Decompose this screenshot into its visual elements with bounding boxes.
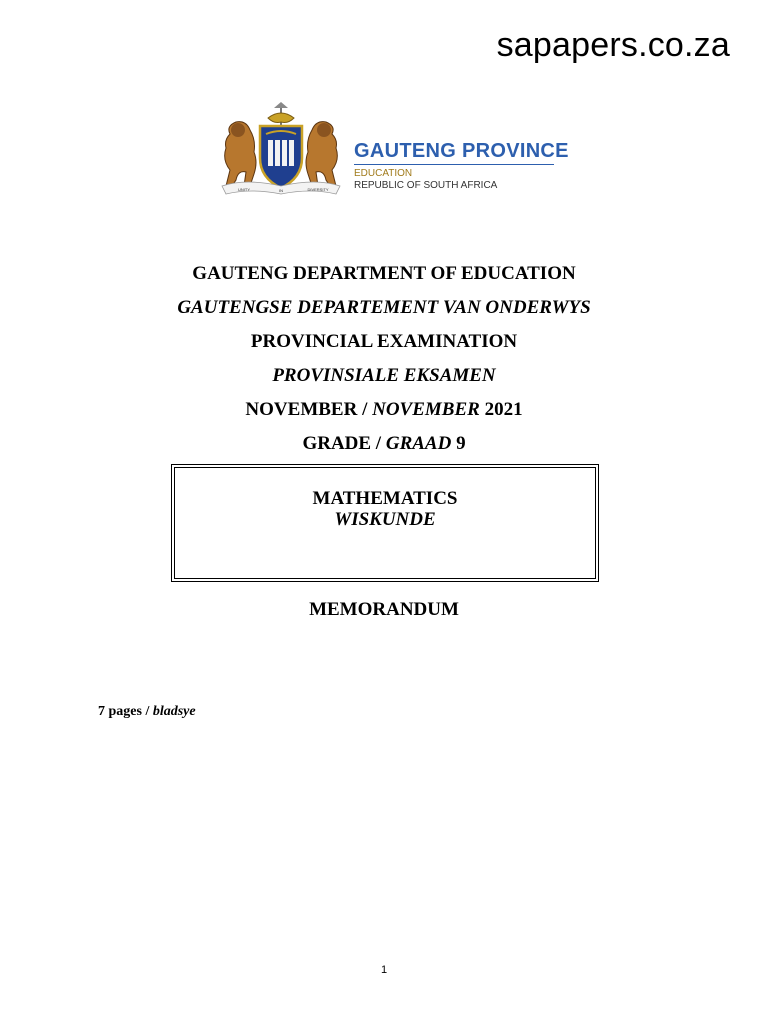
subject-afrikaans: WISKUNDE xyxy=(334,509,436,530)
exam-english: PROVINCIAL EXAMINATION xyxy=(250,331,518,352)
watermark: sapapers.co.za xyxy=(496,26,730,64)
grade-afrikaans: GRAAD xyxy=(385,433,452,454)
page-count-english: 7 pages / xyxy=(98,704,153,719)
exam-date xyxy=(0,399,768,421)
page-count xyxy=(98,704,196,720)
grade-number: 9 xyxy=(451,433,466,454)
subject-english: MATHEMATICS xyxy=(312,488,458,509)
logo-education: EDUCATION xyxy=(354,168,413,179)
page-count-afrikaans: bladsye xyxy=(152,704,196,719)
department-afrikaans: GAUTENGSE DEPARTEMENT VAN ONDERWYS xyxy=(177,297,591,318)
motto-mid: IN xyxy=(279,188,283,193)
month-afrikaans: NOVEMBER xyxy=(372,399,480,420)
exam-afrikaans: PROVINSIALE EKSAMEN xyxy=(272,365,496,386)
grade-english: GRADE / xyxy=(302,433,386,454)
logo-text-block xyxy=(354,140,569,192)
motto-left: UNITY xyxy=(238,187,250,192)
coat-of-arms-icon xyxy=(216,100,346,196)
page-number: 1 xyxy=(380,964,388,976)
motto-right: DIVERSITY xyxy=(307,187,329,192)
logo-republic: REPUBLIC OF SOUTH AFRICA xyxy=(354,180,498,191)
logo-title: GAUTENG PROVINCE xyxy=(354,140,569,162)
department-english: GAUTENG DEPARTMENT OF EDUCATION xyxy=(192,263,576,284)
grade-line xyxy=(0,433,768,455)
subject-box xyxy=(171,464,599,582)
exam-year: 2021 xyxy=(479,399,523,420)
month-english: NOVEMBER / xyxy=(245,399,373,420)
document-type: MEMORANDUM xyxy=(309,599,459,620)
gauteng-logo xyxy=(216,100,569,196)
logo-divider xyxy=(354,164,554,165)
